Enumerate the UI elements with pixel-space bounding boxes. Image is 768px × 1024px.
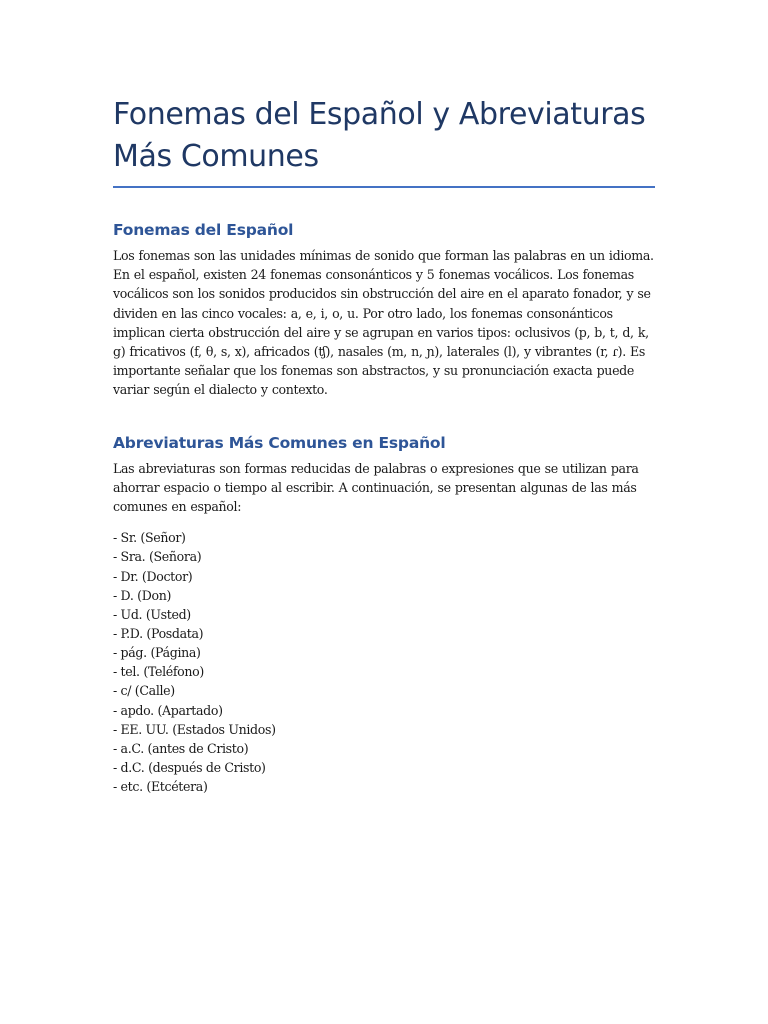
list-item: - Sr. (Señor) <box>113 530 186 546</box>
section-paragraph-abreviaturas: Las abreviaturas son formas reducidas de palabras o expresiones que se utilizan para ahorrar espacio o tiempo al escribir. A continuación, se presentan algunas de las más comunes en español: <box>113 460 639 515</box>
document-title: Fonemas del Español y Abreviaturas Más Comunes <box>113 97 646 174</box>
list-item: - EE. UU. (Estados Unidos) <box>113 721 276 737</box>
list-item: - pág. (Página) <box>113 645 201 661</box>
list-item: - c/ (Calle) <box>113 683 175 699</box>
list-item: - etc. (Etcétera) <box>113 779 208 795</box>
section-paragraph-fonemas: Los fonemas son las unidades mínimas de sonido que forman las palabras en un idioma. En el español, existen 24 fonemas consonánticos y 5 fonemas vocálicos. Los fonemas vocálicos son los sonidos producidos sin obstrucción del aire en el aparato fonador, y se dividen en las cinco vocales: a, e, i, o, u. Por otro lado, los fonemas consonánticos implican cierta obstrucción del aire y se agrupan en varios tipos: oclusivos (p, b, t, d, k, g) fricativos (f, θ, s, x), africados (ʧ), nasales (m, n, ɲ), laterales (l), y vibrantes (r, ɾ). Es importante señalar que los fonemas son abstractos, y su pronunciación exacta puede variar según el dialecto y contexto. <box>113 248 654 398</box>
list-item: - Sra. (Señora) <box>113 549 202 565</box>
list-item: - Ud. (Usted) <box>113 606 191 622</box>
list-item: - P.D. (Posdata) <box>113 626 204 642</box>
list-item: - apdo. (Apartado) <box>113 702 223 718</box>
section-heading-fonemas: Fonemas del Español <box>113 221 294 239</box>
abbreviations-list <box>113 528 655 796</box>
title-underline-divider <box>113 186 655 188</box>
list-item: - D. (Don) <box>113 587 172 603</box>
list-item: - Dr. (Doctor) <box>113 568 193 584</box>
list-item: - a.C. (antes de Cristo) <box>113 740 249 756</box>
section-heading-abreviaturas: Abreviaturas Más Comunes en Español <box>113 433 446 452</box>
list-item: - tel. (Teléfono) <box>113 664 204 680</box>
list-item: - d.C. (después de Cristo) <box>113 760 266 776</box>
document-page <box>113 0 655 796</box>
